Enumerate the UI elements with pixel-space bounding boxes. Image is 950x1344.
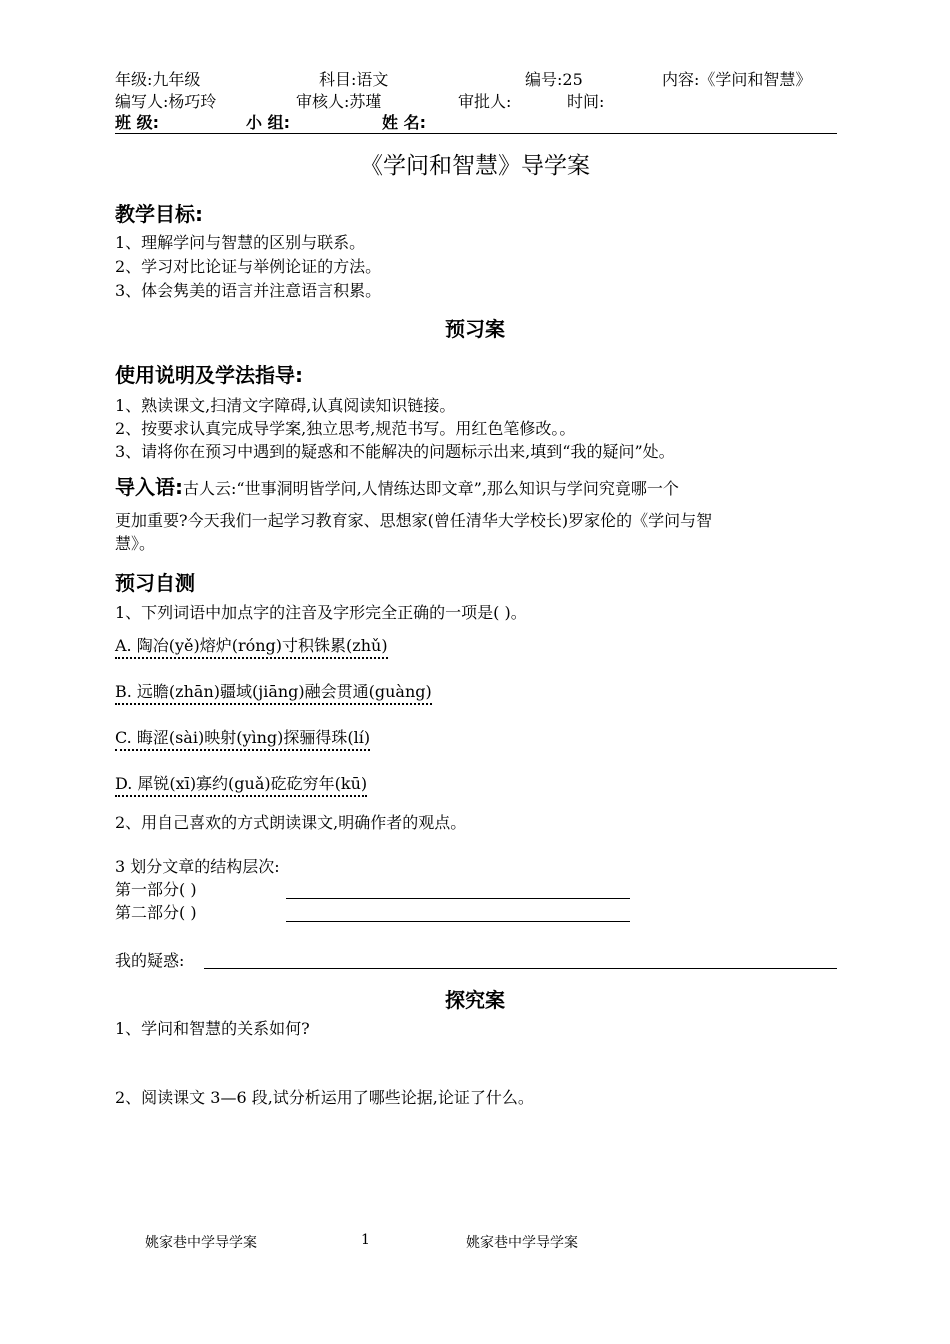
intro-label: 导入语: bbox=[115, 475, 183, 499]
option-c bbox=[115, 727, 370, 749]
name-label: 姓 名: bbox=[382, 113, 426, 132]
header-subject: 科目:语文 bbox=[319, 70, 389, 89]
header-content: 内容:《学问和智慧》 bbox=[662, 70, 812, 89]
part-1-label: 第一部分( ) bbox=[115, 880, 197, 899]
footer-page-number: 1 bbox=[361, 1232, 370, 1248]
goal-item: 2、学习对比论证与举例论证的方法。 bbox=[115, 257, 382, 276]
group-label: 小 组: bbox=[246, 113, 290, 132]
page-title: 《学问和智慧》导学案 bbox=[360, 153, 590, 179]
goal-item: 3、体会隽美的语言并注意语言积累。 bbox=[115, 281, 382, 300]
header-number: 编号:25 bbox=[525, 70, 583, 89]
header-reviewer: 审核人:苏瑾 bbox=[296, 92, 382, 111]
option-text: C. 晦涩(sài)映射(yìng)探骊得珠(lí) bbox=[115, 728, 370, 751]
goals-heading: 教学目标: bbox=[115, 202, 203, 226]
header-rule bbox=[115, 133, 837, 134]
explore-question-1: 1、学问和智慧的关系如何? bbox=[115, 1019, 310, 1038]
selftest-question-3: 3 划分文章的结构层次: bbox=[115, 857, 280, 876]
selftest-heading: 预习自测 bbox=[115, 571, 195, 595]
part-1-answer-line[interactable] bbox=[286, 898, 630, 899]
footer-right: 姚家巷中学导学案 bbox=[466, 1235, 578, 1251]
option-text: A. 陶冶(yě)熔炉(róng)寸积铢累(zhǔ) bbox=[115, 636, 388, 659]
header-time: 时间: bbox=[567, 92, 605, 111]
option-b bbox=[115, 681, 432, 703]
part-2-answer-line[interactable] bbox=[286, 921, 630, 922]
part-2-label: 第二部分( ) bbox=[115, 903, 197, 922]
instruction-item: 3、请将你在预习中遇到的疑惑和不能解决的问题标示出来,填到“我的疑问”处。 bbox=[115, 442, 675, 461]
explore-heading: 探究案 bbox=[445, 988, 505, 1012]
option-text: B. 远瞻(zhān)疆域(jiāng)融会贯通(guàng) bbox=[115, 682, 432, 705]
selftest-question-2: 2、用自己喜欢的方式朗读课文,明确作者的观点。 bbox=[115, 813, 467, 832]
doubt-answer-line[interactable] bbox=[204, 968, 837, 969]
intro-paragraph bbox=[115, 474, 679, 502]
selftest-question-1: 1、下列词语中加点字的注音及字形完全正确的一项是( )。 bbox=[115, 603, 527, 622]
option-d bbox=[115, 773, 367, 795]
goal-item: 1、理解学问与智慧的区别与联系。 bbox=[115, 233, 366, 252]
instruction-item: 2、按要求认真完成导学案,独立思考,规范书写。用红色笔修改。。 bbox=[115, 419, 576, 438]
intro-text: 慧》。 bbox=[115, 534, 156, 553]
preview-heading: 预习案 bbox=[445, 317, 505, 341]
instructions-heading: 使用说明及学法指导: bbox=[115, 363, 303, 387]
explore-question-2: 2、阅读课文 3—6 段,试分析运用了哪些论据,论证了什么。 bbox=[115, 1088, 534, 1107]
doubt-label: 我的疑惑: bbox=[115, 951, 185, 970]
header-approver: 审批人: bbox=[458, 92, 512, 111]
instruction-item: 1、熟读课文,扫清文字障碍,认真阅读知识链接。 bbox=[115, 396, 456, 415]
option-text: D. 犀锐(xī)寡约(guǎ)矻矻穷年(kū) bbox=[115, 774, 367, 797]
header-writer: 编写人:杨巧玲 bbox=[115, 92, 217, 111]
intro-text: 古人云:“世事洞明皆学问,人情练达即文章”,那么知识与学问究竟哪一个 bbox=[183, 479, 679, 498]
class-label: 班 级: bbox=[115, 113, 159, 132]
option-a bbox=[115, 635, 388, 657]
intro-text: 更加重要?今天我们一起学习教育家、思想家(曾任清华大学校长)罗家伦的《学问与智 bbox=[115, 511, 713, 530]
footer-left: 姚家巷中学导学案 bbox=[145, 1235, 257, 1251]
header-grade: 年级:九年级 bbox=[115, 70, 201, 89]
